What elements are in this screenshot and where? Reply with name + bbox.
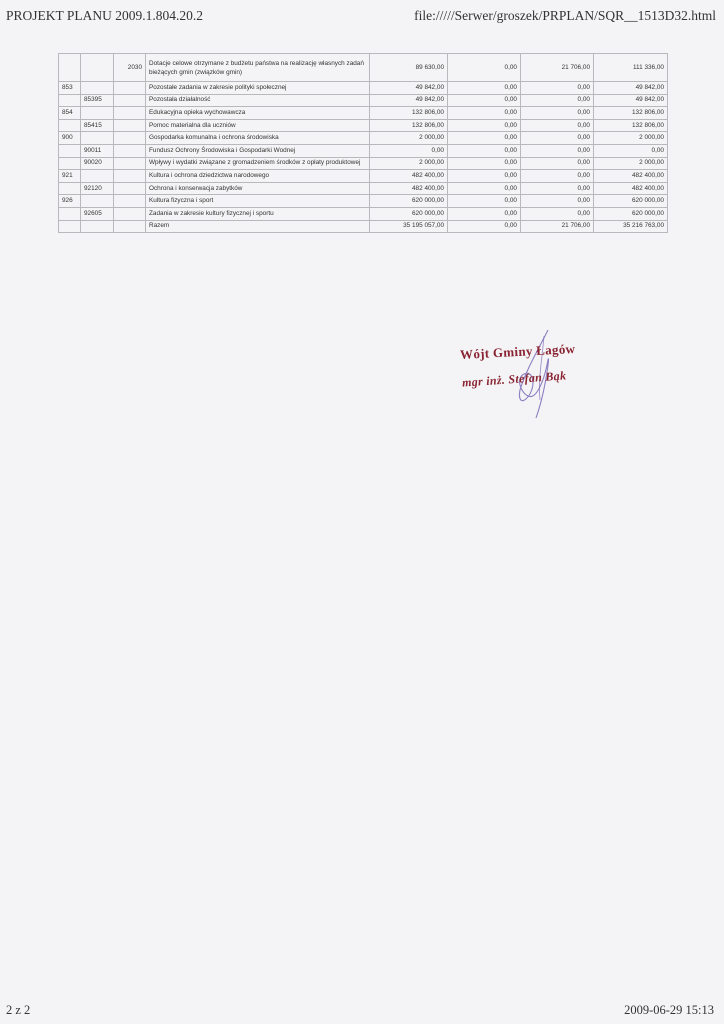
cell-plan: 2 000,00 [370, 157, 448, 170]
cell-rozdzial [81, 107, 114, 120]
signature-stamp [440, 330, 620, 420]
table-row [59, 94, 668, 107]
cell-po-zmianach: 620 000,00 [594, 207, 668, 220]
cell-zwiekszenia: 21 706,00 [521, 220, 594, 233]
cell-zmniejszenia: 0,00 [448, 132, 521, 145]
cell-nazwa: Zadania w zakresie kultury fizycznej i sportu [146, 207, 370, 220]
document-header-title: PROJEKT PLANU 2009.1.804.20.2 [6, 8, 204, 23]
cell-dzial [59, 54, 81, 82]
cell-dzial: 853 [59, 82, 81, 95]
table-row [59, 54, 668, 82]
cell-zmniejszenia: 0,00 [448, 220, 521, 233]
table-row [59, 195, 668, 208]
cell-plan: 2 000,00 [370, 132, 448, 145]
cell-po-zmianach: 0,00 [594, 144, 668, 157]
cell-rozdzial: 92120 [81, 182, 114, 195]
cell-paragraf [114, 220, 146, 233]
cell-nazwa: Ochrona i konserwacja zabytków [146, 182, 370, 195]
cell-rozdzial [81, 170, 114, 183]
cell-po-zmianach: 111 336,00 [594, 54, 668, 82]
table-row [59, 170, 668, 183]
cell-paragraf [114, 182, 146, 195]
cell-po-zmianach: 132 806,00 [594, 107, 668, 120]
cell-dzial [59, 144, 81, 157]
cell-plan: 49 842,00 [370, 94, 448, 107]
table-row [59, 157, 668, 170]
cell-po-zmianach: 49 842,00 [594, 94, 668, 107]
cell-plan: 35 195 057,00 [370, 220, 448, 233]
table-row [59, 144, 668, 157]
table-row [59, 119, 668, 132]
cell-paragraf [114, 207, 146, 220]
cell-rozdzial [81, 132, 114, 145]
cell-dzial: 926 [59, 195, 81, 208]
cell-zwiekszenia: 0,00 [521, 107, 594, 120]
cell-rozdzial [81, 82, 114, 95]
cell-zmniejszenia: 0,00 [448, 107, 521, 120]
cell-nazwa: Wpływy i wydatki związane z gromadzeniem środków z opłaty produktowej [146, 157, 370, 170]
cell-po-zmianach: 132 806,00 [594, 119, 668, 132]
cell-plan: 620 000,00 [370, 207, 448, 220]
cell-nazwa: Kultura i ochrona dziedzictwa narodowego [146, 170, 370, 183]
cell-zmniejszenia: 0,00 [448, 207, 521, 220]
cell-zwiekszenia: 0,00 [521, 157, 594, 170]
cell-zmniejszenia: 0,00 [448, 182, 521, 195]
cell-zwiekszenia: 0,00 [521, 144, 594, 157]
cell-rozdzial: 90011 [81, 144, 114, 157]
cell-nazwa: Gospodarka komunalna i ochrona środowiska [146, 132, 370, 145]
cell-nazwa: Pomoc materialna dla uczniów [146, 119, 370, 132]
cell-dzial [59, 220, 81, 233]
cell-zwiekszenia: 21 706,00 [521, 54, 594, 82]
cell-zmniejszenia: 0,00 [448, 119, 521, 132]
cell-po-zmianach: 49 842,00 [594, 82, 668, 95]
cell-paragraf [114, 144, 146, 157]
table-row [59, 82, 668, 95]
cell-zwiekszenia: 0,00 [521, 207, 594, 220]
cell-rozdzial [81, 195, 114, 208]
document-header-url: file://///Serwer/groszek/PRPLAN/SQR__1513D32.html [414, 8, 716, 23]
cell-nazwa: Fundusz Ochrony Środowiska i Gospodarki Wodnej [146, 144, 370, 157]
cell-po-zmianach: 2 000,00 [594, 157, 668, 170]
page-number: 2 z 2 [6, 1003, 31, 1017]
cell-dzial [59, 207, 81, 220]
cell-rozdzial [81, 54, 114, 82]
cell-po-zmianach: 482 400,00 [594, 182, 668, 195]
cell-dzial: 900 [59, 132, 81, 145]
cell-paragraf [114, 107, 146, 120]
table-row [59, 132, 668, 145]
cell-po-zmianach: 2 000,00 [594, 132, 668, 145]
cell-zmniejszenia: 0,00 [448, 54, 521, 82]
cell-paragraf [114, 119, 146, 132]
cell-rozdzial: 85395 [81, 94, 114, 107]
cell-zwiekszenia: 0,00 [521, 119, 594, 132]
cell-dzial [59, 94, 81, 107]
cell-zwiekszenia: 0,00 [521, 94, 594, 107]
cell-paragraf: 2030 [114, 54, 146, 82]
cell-zmniejszenia: 0,00 [448, 94, 521, 107]
budget-table-body [59, 54, 668, 233]
cell-zmniejszenia: 0,00 [448, 170, 521, 183]
cell-plan: 482 400,00 [370, 170, 448, 183]
cell-nazwa: Pozostała działalność [146, 94, 370, 107]
cell-plan: 0,00 [370, 144, 448, 157]
table-row [59, 207, 668, 220]
cell-dzial [59, 119, 81, 132]
budget-table [58, 53, 668, 233]
cell-rozdzial: 85415 [81, 119, 114, 132]
cell-nazwa: Edukacyjna opieka wychowawcza [146, 107, 370, 120]
stamp-office: Wójt Gminy Łagów [459, 340, 576, 363]
stamp-name: mgr inż. Stefan Bąk [461, 368, 567, 390]
print-timestamp: 2009-06-29 15:13 [624, 1003, 714, 1017]
cell-nazwa: Pozostałe zadania w zakresie polityki społecznej [146, 82, 370, 95]
cell-zwiekszenia: 0,00 [521, 170, 594, 183]
cell-zmniejszenia: 0,00 [448, 144, 521, 157]
cell-zmniejszenia: 0,00 [448, 195, 521, 208]
cell-plan: 132 806,00 [370, 119, 448, 132]
cell-plan: 620 000,00 [370, 195, 448, 208]
cell-nazwa: Kultura fizyczna i sport [146, 195, 370, 208]
cell-paragraf [114, 94, 146, 107]
cell-zmniejszenia: 0,00 [448, 157, 521, 170]
cell-paragraf [114, 82, 146, 95]
cell-zmniejszenia: 0,00 [448, 82, 521, 95]
cell-po-zmianach: 620 000,00 [594, 195, 668, 208]
cell-nazwa: Razem [146, 220, 370, 233]
cell-dzial: 854 [59, 107, 81, 120]
cell-dzial [59, 182, 81, 195]
cell-plan: 132 806,00 [370, 107, 448, 120]
cell-plan: 482 400,00 [370, 182, 448, 195]
cell-zwiekszenia: 0,00 [521, 82, 594, 95]
cell-po-zmianach: 482 400,00 [594, 170, 668, 183]
cell-paragraf [114, 132, 146, 145]
cell-plan: 89 630,00 [370, 54, 448, 82]
table-row [59, 107, 668, 120]
cell-rozdzial: 92605 [81, 207, 114, 220]
cell-plan: 49 842,00 [370, 82, 448, 95]
cell-paragraf [114, 157, 146, 170]
table-row [59, 220, 668, 233]
cell-dzial [59, 157, 81, 170]
cell-rozdzial: 90020 [81, 157, 114, 170]
cell-nazwa: Dotacje celowe otrzymane z budżetu państwa na realizację własnych zadań bieżących gmin (związków gmin) [146, 54, 370, 82]
cell-po-zmianach: 35 216 763,00 [594, 220, 668, 233]
cell-zwiekszenia: 0,00 [521, 195, 594, 208]
cell-dzial: 921 [59, 170, 81, 183]
cell-paragraf [114, 170, 146, 183]
cell-paragraf [114, 195, 146, 208]
table-row [59, 182, 668, 195]
cell-zwiekszenia: 0,00 [521, 132, 594, 145]
cell-zwiekszenia: 0,00 [521, 182, 594, 195]
cell-rozdzial [81, 220, 114, 233]
